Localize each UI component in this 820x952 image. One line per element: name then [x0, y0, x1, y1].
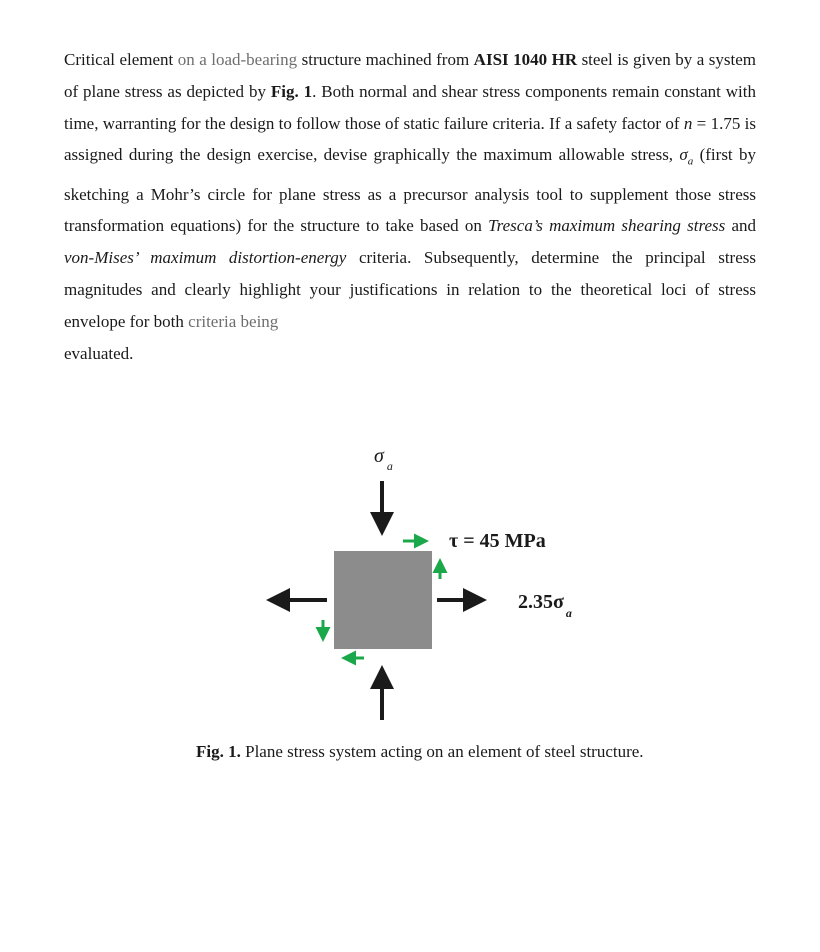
text-segment: and: [725, 216, 756, 236]
safety-factor-symbol: n: [683, 113, 693, 133]
text-segment-faint: criteria being: [188, 311, 279, 331]
text-segment: . Both normal and shear stress components remain constant with time, warranting for the design to follow those of static failure criteria. If a safety factor of: [64, 81, 756, 133]
text-segment: steel is given by a system of plane stress as depicted by: [64, 50, 756, 101]
sigma-a-label: σ $_a$: [374, 445, 393, 473]
figure-reference: Fig. 1: [270, 81, 313, 101]
text-segment-faint: on a load-bearing: [177, 50, 298, 69]
caption-label: Fig. 1.: [196, 742, 241, 761]
text-segment: structure machined from: [297, 50, 474, 69]
caption-text: Plane stress system acting on an element of steel structure.: [240, 742, 644, 761]
sigma-symbol: σ: [679, 145, 688, 165]
horizontal-stress-label: 2.35σ $_a$: [518, 591, 572, 620]
stress-element: [334, 551, 432, 649]
material-name: AISI 1040 HR: [473, 50, 578, 69]
text-segment: evaluated.: [64, 343, 134, 363]
sigma-subscript: a: [687, 155, 694, 168]
text-segment: (first by sketching a Mohr’s circle for plane stress as a precursor analysis tool to supplement those stress transformation equations) for the structure to take based on: [64, 145, 756, 236]
shear-stress-label: τ = 45 MPa: [449, 530, 546, 552]
text-segment: criteria. Subsequently, determine the principal stress magnitudes and clearly highlight your justifications in relation to the theoretical loci of stress envelope for both: [64, 248, 756, 331]
figure-caption: [196, 740, 644, 764]
text-segment: = 1.75 is assigned during the design exercise, devise graphically the maximum allowable stress,: [64, 113, 756, 165]
von-mises-criterion: von-Mises’ maximum distortion-energy: [64, 248, 347, 268]
text-segment: Critical element: [64, 50, 178, 69]
tresca-criterion: Tresca’s maximum shearing stress: [488, 216, 726, 236]
